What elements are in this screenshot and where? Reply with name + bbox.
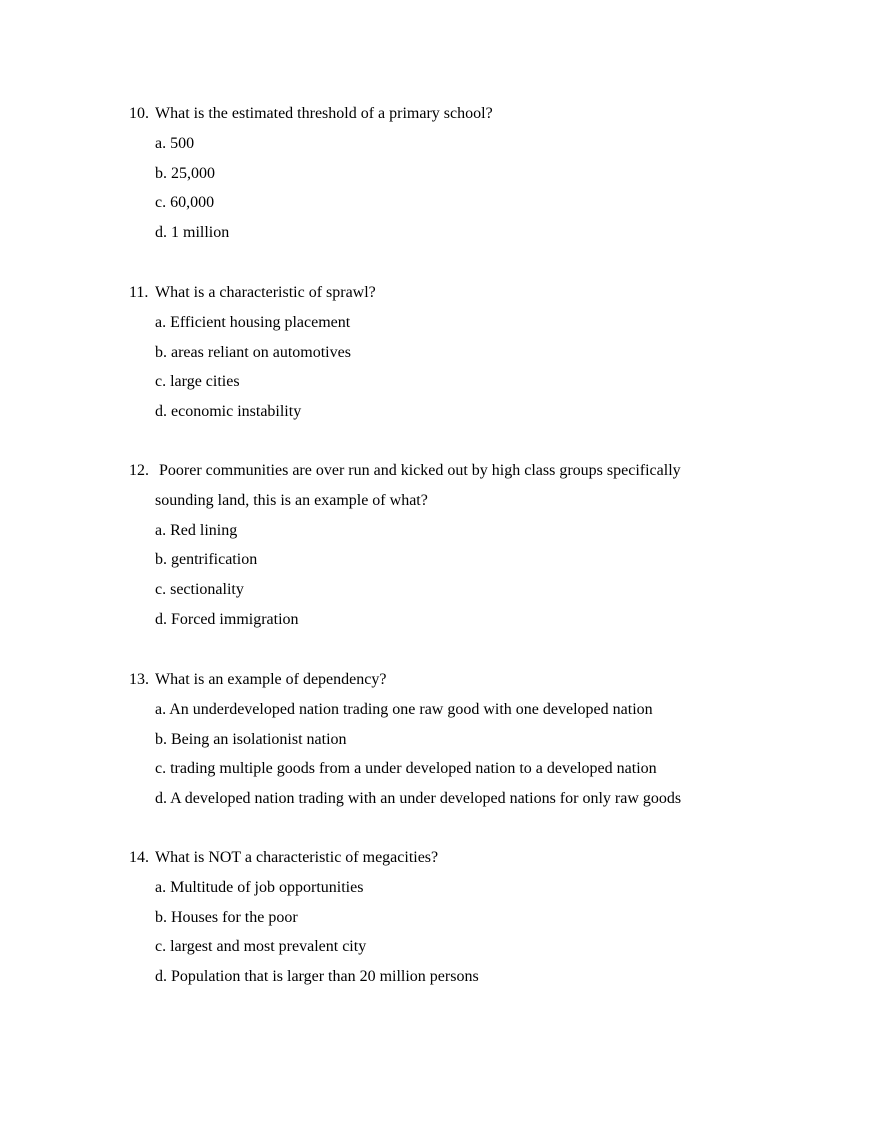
question-text-continued: sounding land, this is an example of what? — [155, 491, 428, 509]
option-c: c. 60,000 — [155, 194, 215, 212]
question-text: Poorer communities are over run and kicked out by high class groups specifically — [155, 462, 681, 479]
option-c: c. sectionality — [155, 581, 244, 599]
question-number: 12. — [129, 462, 149, 479]
option-b: b. areas reliant on automotives — [155, 343, 351, 361]
question-number: 14. — [129, 849, 149, 866]
question-13 — [129, 665, 749, 814]
question-text: What is the estimated threshold of a primary school? — [155, 105, 493, 122]
option-b: b. Being an isolationist nation — [155, 730, 347, 748]
option-a: a. An underdeveloped nation trading one raw good with one developed nation — [155, 700, 653, 718]
question-stem — [129, 99, 749, 129]
option-c: c. large cities — [155, 373, 240, 391]
option-a: a. Efficient housing placement — [155, 313, 351, 331]
question-10 — [129, 99, 749, 248]
question-stem — [129, 278, 749, 308]
option-a: a. Multitude of job opportunities — [155, 878, 364, 896]
question-number: 10. — [129, 105, 149, 122]
option-d: d. Population that is larger than 20 million persons — [155, 968, 479, 986]
option-d: d. 1 million — [155, 224, 230, 242]
question-number: 11. — [129, 284, 149, 301]
option-b: b. gentrification — [155, 551, 258, 569]
option-d: d. economic instability — [155, 403, 302, 421]
option-a: a. Red lining — [155, 521, 238, 539]
option-b: b. 25,000 — [155, 164, 215, 182]
question-text: What is a characteristic of sprawl? — [155, 284, 376, 301]
question-number: 13. — [129, 671, 149, 688]
question-stem — [129, 843, 749, 873]
option-a: a. 500 — [155, 134, 195, 152]
option-d: d. A developed nation trading with an under developed nations for only raw goods — [155, 790, 682, 808]
option-b: b. Houses for the poor — [155, 908, 298, 926]
option-c: c. trading multiple goods from a under developed nation to a developed nation — [155, 760, 657, 778]
question-stem — [129, 456, 749, 486]
question-11 — [129, 278, 749, 427]
question-text: What is NOT a characteristic of megacities? — [155, 849, 439, 866]
question-12 — [129, 456, 749, 635]
option-d: d. Forced immigration — [155, 610, 299, 628]
option-c: c. largest and most prevalent city — [155, 938, 367, 956]
question-stem — [129, 665, 749, 695]
question-14 — [129, 843, 749, 992]
question-text: What is an example of dependency? — [155, 671, 387, 688]
